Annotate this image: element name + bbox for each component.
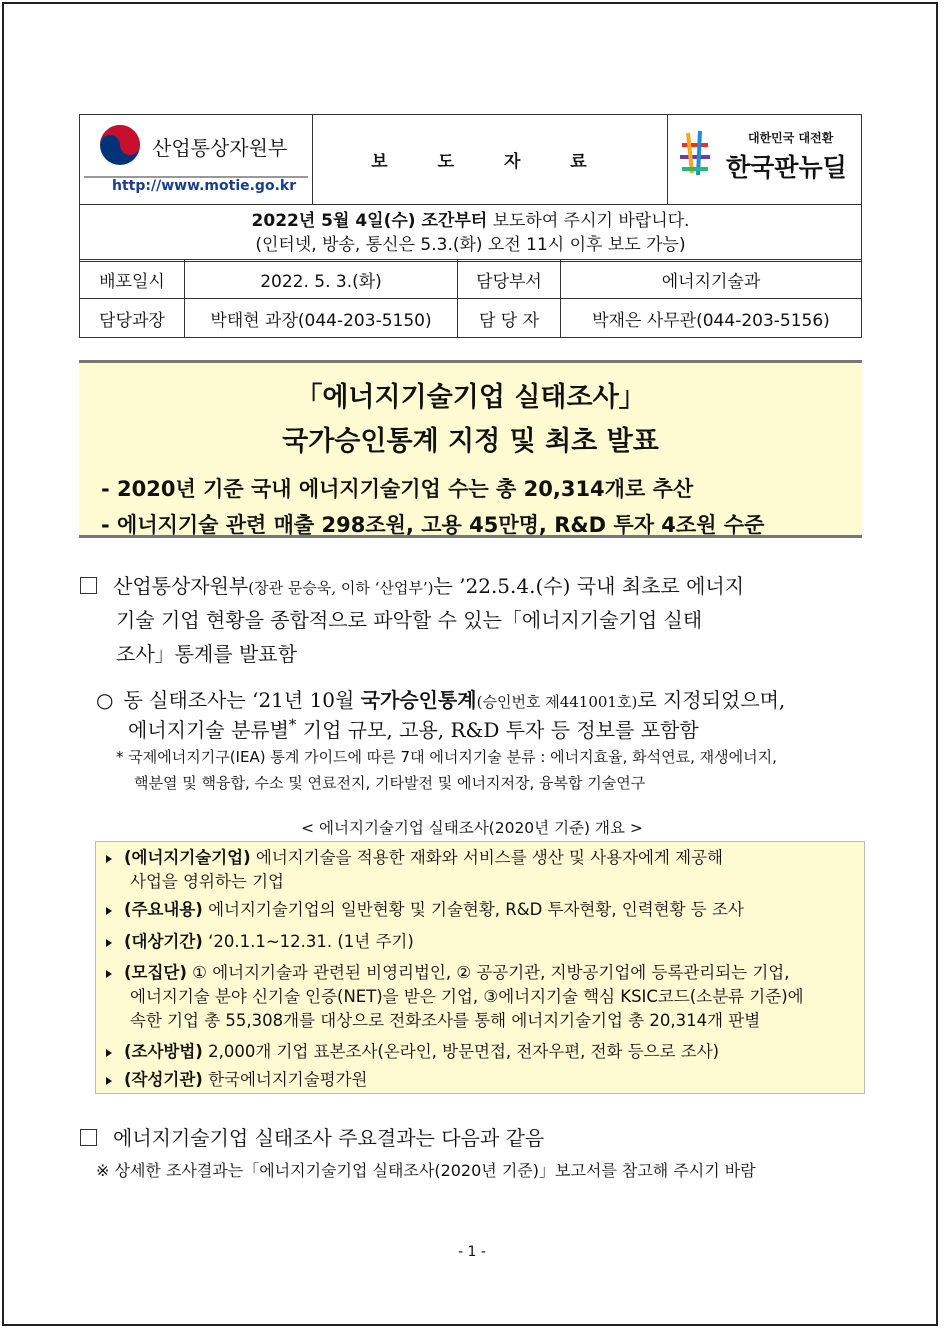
overview-item-2 (106, 897, 744, 923)
overview-text: 2,000개 기업 표본조사(온라인, 방문면접, 전자우편, 전화 등으로 조사) (202, 1042, 720, 1061)
paragraph-3 (80, 1122, 544, 1151)
headline-title-2: 국가승인통계 지정 및 최초 발표 (282, 426, 659, 457)
overview-item-1-cont: 사업을 영위하는 기업 (130, 872, 284, 891)
p1-note: (장관 문승욱, 이하 ‘산업부’) (248, 579, 434, 597)
triangle-bullet-icon (106, 1077, 112, 1085)
triangle-bullet-icon (106, 1049, 112, 1057)
dept-name: 에너지기술과 (561, 260, 862, 299)
overview-box (95, 841, 865, 1094)
dist-date: 2022. 5. 3.(화) (185, 260, 458, 299)
page-number: - 1 - (458, 1244, 486, 1260)
press-header-table (79, 114, 862, 262)
overview-title: < 에너지기술기업 실태조사(2020년 기준) 개요 > (301, 819, 643, 837)
overview-item-5 (106, 1039, 719, 1065)
chief-label: 담당과장 (80, 299, 185, 338)
p2-text-b: 로 지정되었으며, (637, 688, 786, 712)
overview-item-3 (106, 929, 414, 955)
embargo-text: 보도하여 주시기 바랍니다. (487, 211, 690, 231)
newdeal-logo-cell (668, 115, 862, 205)
overview-item-6 (106, 1067, 367, 1093)
staff-contact: 박재은 사무관(044-203-5156) (561, 299, 862, 338)
circle-bullet-icon: ○ (96, 688, 114, 712)
embargo-notice (80, 205, 862, 262)
overview-text: 에너지기술기업의 일반현황 및 기술현황, R&D 투자현황, 인력현황 등 조사 (202, 900, 744, 919)
headline-banner (79, 360, 862, 538)
p2-footnote-mark: * (288, 715, 297, 734)
p2-line-2 (128, 714, 699, 743)
headline-title-1: 「에너지기술기업 실태조사」 (295, 382, 646, 413)
p1-line-2: 기술 기업 현황을 종합적으로 파악할 수 있는「에너지기술기업 실태 (116, 608, 703, 632)
overview-label: (모집단) (124, 963, 187, 982)
p1-line-3: 조사」통계를 발표함 (116, 642, 297, 666)
triangle-bullet-icon (106, 907, 112, 915)
triangle-bullet-icon (106, 970, 112, 978)
p2-text-a: 동 실태조사는 ‘21년 10월 (123, 688, 361, 712)
overview-item-4 (106, 960, 789, 986)
overview-text: ① 에너지기술과 관련된 비영리법인, ② 공공기관, 지방공기업에 등록관리되는 기업, (186, 963, 790, 982)
dist-date-label: 배포일시 (80, 260, 185, 299)
overview-item-1 (106, 845, 723, 871)
embargo-date: 2022년 5월 4일(수) 조간부터 (251, 211, 488, 231)
overview-label: (주요내용) (124, 900, 203, 919)
overview-text: ‘20.1.1~12.31. (1년 주기) (202, 932, 414, 951)
dept-label: 담당부서 (458, 260, 561, 299)
p3-text: 에너지기술기업 실태조사 주요결과는 다음과 같음 (113, 1126, 545, 1150)
p2-line2-b: 기업 규모, 고용, R&D 투자 등 정보를 포함함 (296, 718, 699, 742)
headline-sub-2: - 에너지기술 관련 매출 298조원, 고용 45만명, R&D 투자 4조원 수준 (101, 513, 765, 537)
p2-note: (승인번호 제441001호) (476, 693, 638, 711)
ministry-name: 산업통상자원부 (152, 136, 288, 160)
paragraph-2 (96, 684, 785, 713)
contact-table (79, 259, 862, 338)
ministry-logo-cell (80, 115, 313, 205)
p1-text-b: 는 ’22.5.4.(수) 국내 최초로 에너지 (433, 574, 745, 598)
overview-label: (대상기간) (124, 932, 203, 951)
ministry-url[interactable]: http://www.motie.go.kr (112, 178, 297, 194)
overview-text: 에너지기술을 적용한 재화와 서비스를 생산 및 사용자에게 제공해 (250, 848, 723, 867)
newdeal-subtitle: 대한민국 대전환 (748, 131, 834, 145)
embargo-online: (인터넷, 방송, 통신은 5.3.(화) 오전 11시 이후 보도 가능) (255, 235, 686, 255)
checkbox-bullet-icon (80, 577, 97, 594)
headline-sub-1: - 2020년 기준 국내 에너지기술기업 수는 총 20,314개로 추산 (101, 477, 694, 501)
checkbox-bullet-icon (80, 1129, 97, 1146)
result-note: ※ 상세한 조사결과는「에너지기술기업 실태조사(2020년 기준)」보고서를 참고해 주시기 바람 (96, 1161, 756, 1180)
chief-contact: 박태현 과장(044-203-5150) (185, 299, 458, 338)
overview-text: 한국에너지기술평가원 (202, 1070, 368, 1089)
overview-item-4-cont2: 속한 기업 총 55,308개를 대상으로 전화조사를 통해 에너지기술기업 총 20,314개 판별 (130, 1011, 761, 1030)
overview-item-4-cont: 에너지기술 분야 신기술 인증(NET)을 받은 기업, ③에너지기술 핵심 KSIC코드(소분류 기준)에 (130, 987, 804, 1006)
paragraph-1 (80, 570, 744, 599)
p2-line2-a: 에너지기술 분류별 (128, 718, 289, 742)
p2-bold: 국가승인통계 (360, 688, 477, 712)
overview-label: (조사방법) (124, 1042, 203, 1061)
footnote-2: 핵분열 및 핵융합, 수소 및 연료전지, 기타발전 및 에너지저장, 융복합 기술연구 (134, 774, 646, 792)
press-release-title: 보 도 자 료 (313, 115, 668, 205)
overview-label: (작성기관) (124, 1070, 203, 1089)
triangle-bullet-icon (106, 939, 112, 947)
staff-label: 담 당 자 (458, 299, 561, 338)
newdeal-title: 한국판뉴딜 (726, 153, 847, 182)
p1-text-a: 산업통상자원부 (113, 574, 249, 598)
triangle-bullet-icon (106, 855, 112, 863)
footnote-1: * 국제에너지기구(IEA) 통계 가이드에 따른 7대 에너지기술 분류 : 에너지효율, 화석연료, 재생에너지, (116, 748, 777, 766)
overview-label: (에너지기술기업) (124, 848, 251, 867)
